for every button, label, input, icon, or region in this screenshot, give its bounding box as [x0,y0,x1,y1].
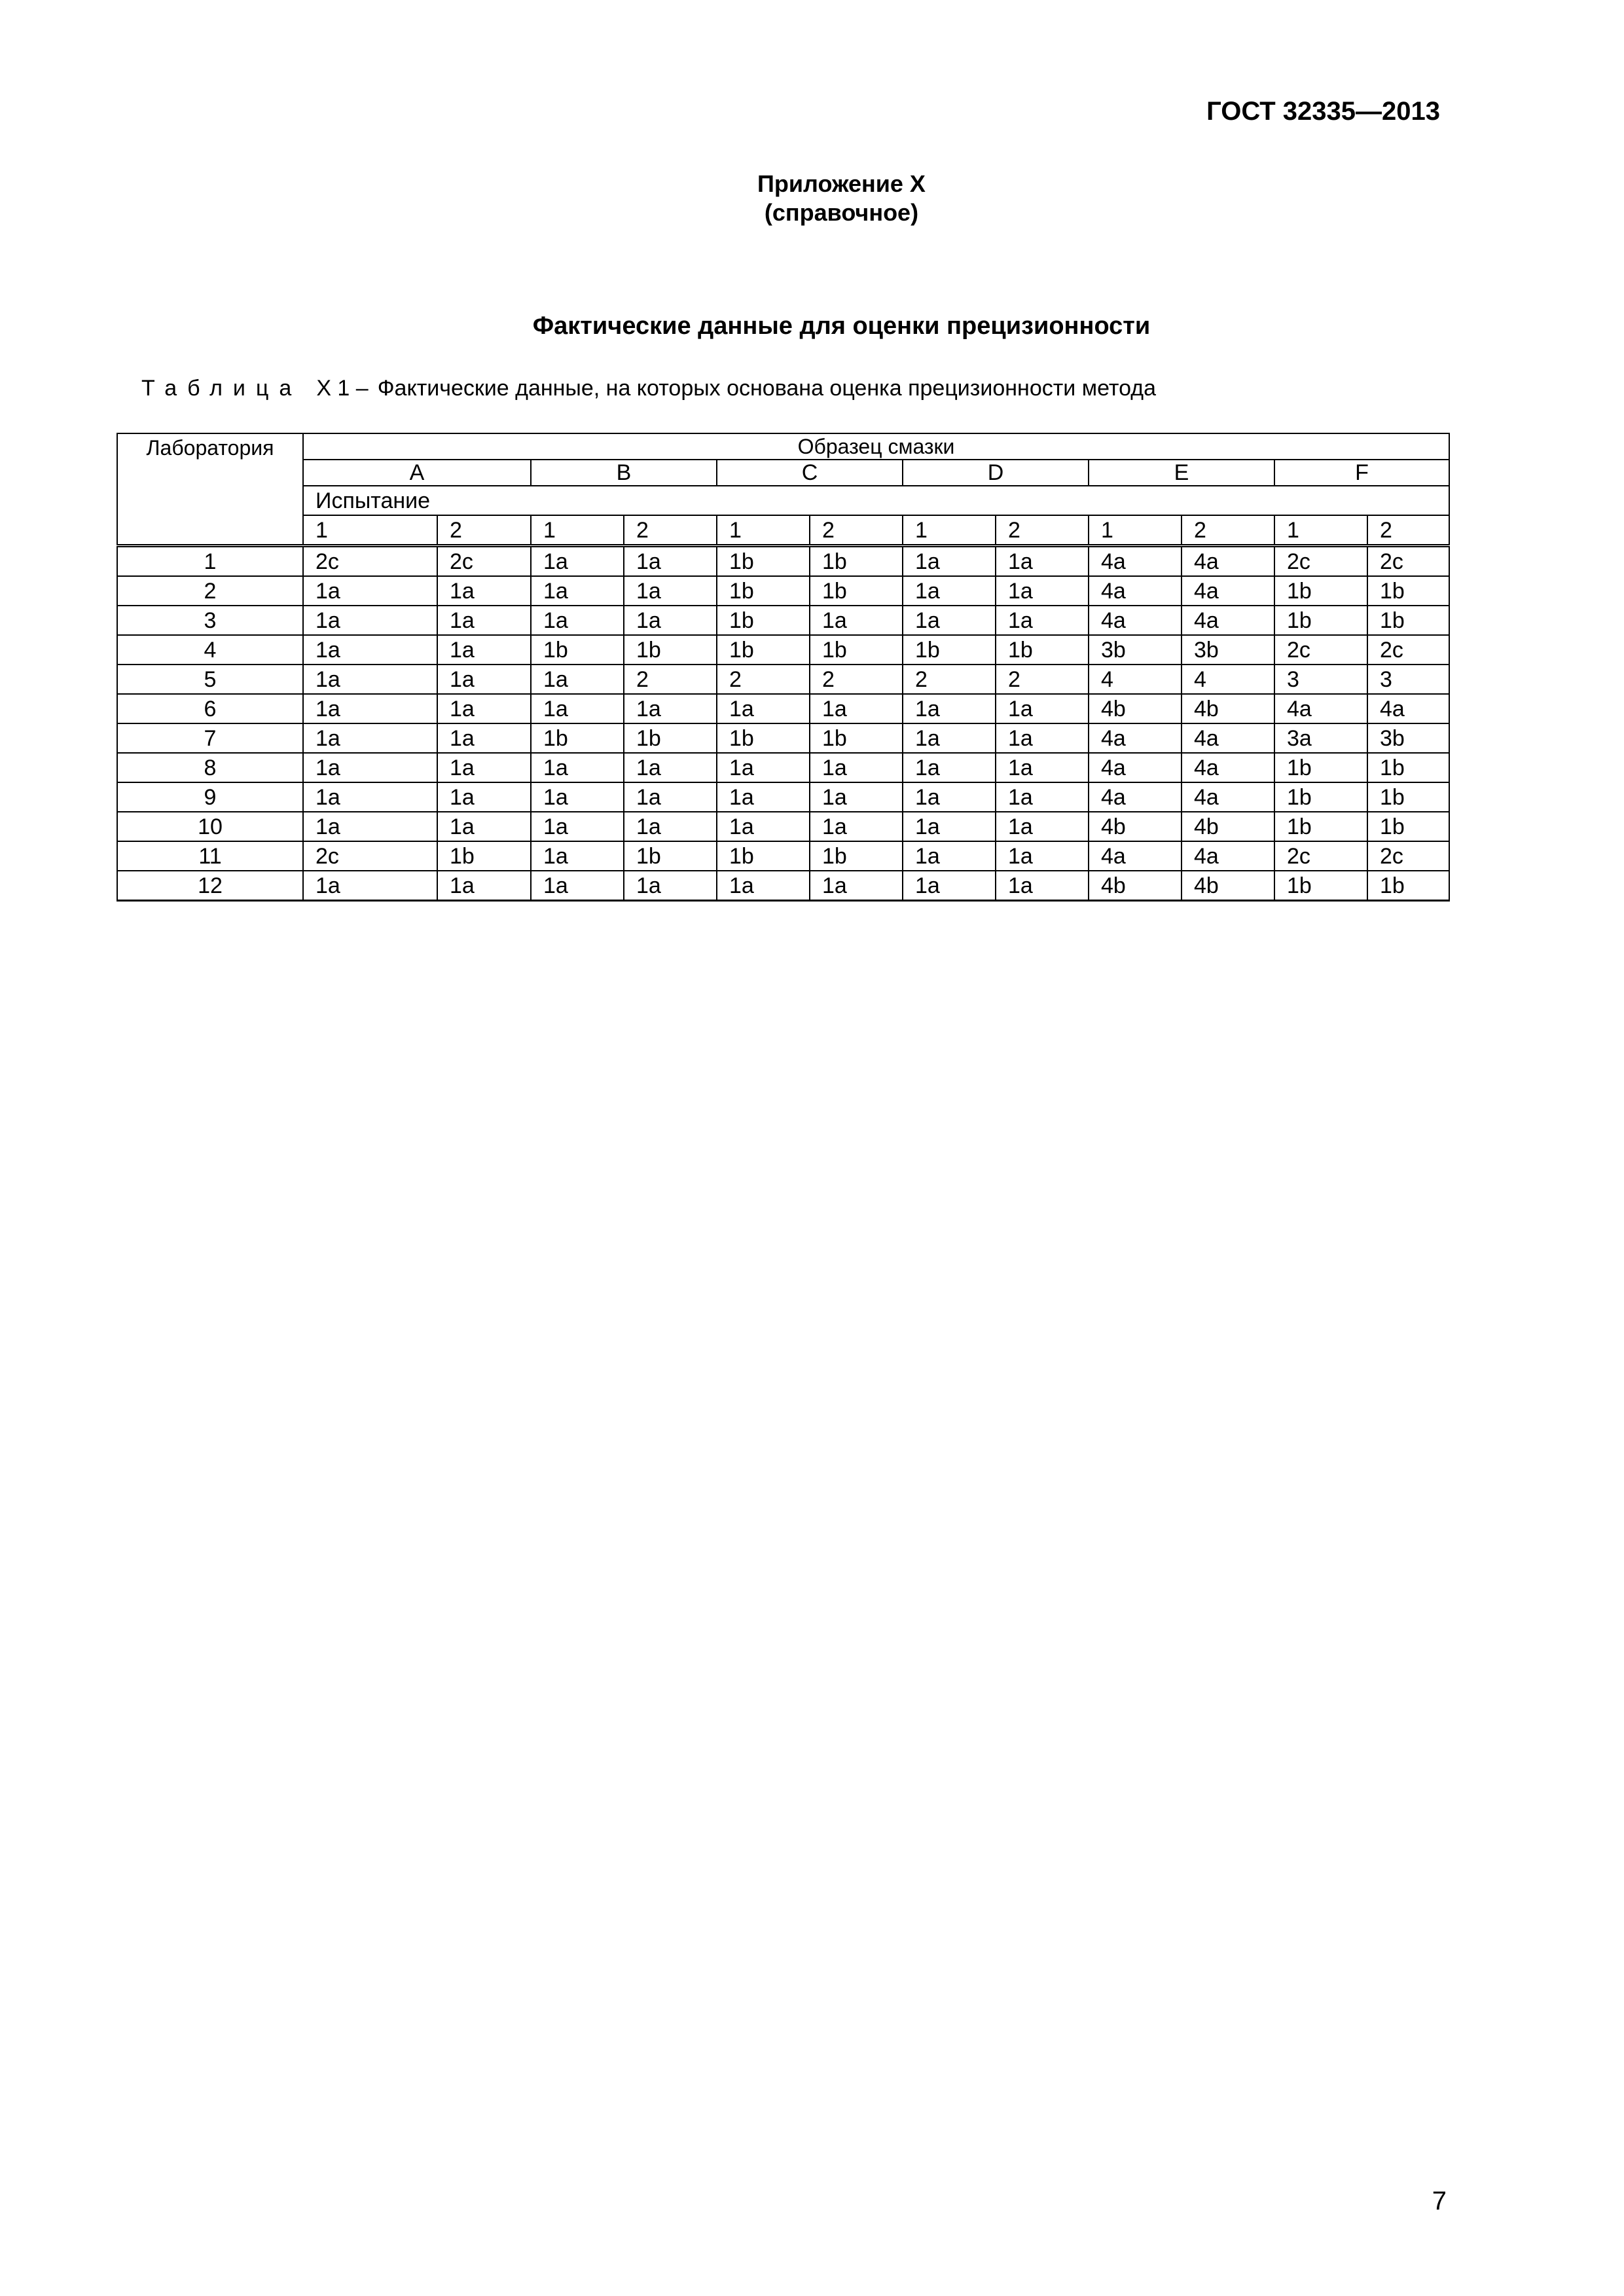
lab-number-cell: 6 [117,694,303,723]
result-cell: 1b [531,723,624,753]
table-caption [141,376,1156,401]
result-cell: 1a [996,694,1089,723]
result-cell: 1a [437,782,531,812]
table-row [117,753,1449,782]
result-cell: 2c [1274,841,1367,871]
result-cell: 1a [624,606,717,635]
table-row [117,782,1449,812]
result-cell: 1b [717,841,810,871]
result-cell: 1b [1274,576,1367,606]
result-cell: 4a [1182,841,1274,871]
result-cell: 1a [303,576,437,606]
appendix-title: Приложение X [757,170,926,197]
table-row [117,635,1449,665]
result-cell: 1a [810,871,903,901]
result-cell: 1b [1274,753,1367,782]
result-cell: 1b [717,606,810,635]
result-cell: 4a [1089,723,1182,753]
appendix-type: (справочное) [764,199,919,226]
result-cell: 1a [996,576,1089,606]
result-cell: 1a [531,782,624,812]
result-cell: 1a [437,576,531,606]
result-cell: 1a [303,635,437,665]
test-number-cell: 1 [531,515,624,546]
result-cell: 1a [437,606,531,635]
result-cell: 1b [624,723,717,753]
result-cell: 1a [996,606,1089,635]
result-cell: 1a [531,841,624,871]
table-row [117,841,1449,871]
result-cell: 3a [1274,723,1367,753]
result-cell: 2 [996,665,1089,694]
sample-letter: C [717,460,903,486]
result-cell: 1a [531,606,624,635]
test-group-header: Испытание [303,486,1449,515]
result-cell: 4a [1089,576,1182,606]
result-cell: 4b [1089,871,1182,901]
result-cell: 2 [717,665,810,694]
result-cell: 1a [303,753,437,782]
table-row [117,665,1449,694]
result-cell: 2c [1367,635,1449,665]
result-cell: 4a [1089,546,1182,577]
table-row [117,871,1449,901]
result-cell: 4a [1182,723,1274,753]
result-cell: 1a [531,665,624,694]
result-cell: 1b [1367,871,1449,901]
result-cell: 4 [1182,665,1274,694]
result-cell: 4a [1089,753,1182,782]
lab-number-cell: 7 [117,723,303,753]
result-cell: 1b [1367,782,1449,812]
result-cell: 4b [1182,871,1274,901]
result-cell: 1b [810,635,903,665]
result-cell: 1b [717,723,810,753]
result-cell: 1a [531,576,624,606]
result-cell: 1a [810,782,903,812]
result-cell: 1b [1274,606,1367,635]
result-cell: 2 [624,665,717,694]
result-cell: 1a [903,871,996,901]
header-row-letters [117,460,1449,486]
lab-number-cell: 9 [117,782,303,812]
result-cell: 1b [717,635,810,665]
test-number-cell: 1 [1274,515,1367,546]
result-cell: 1a [624,782,717,812]
table-body [117,433,1449,901]
result-cell: 2c [1274,635,1367,665]
result-cell: 1b [810,546,903,577]
result-cell: 1a [717,871,810,901]
result-cell: 1a [996,546,1089,577]
result-cell: 1a [717,753,810,782]
test-number-cell: 1 [1089,515,1182,546]
result-cell: 1b [437,841,531,871]
result-cell: 1b [810,841,903,871]
result-cell: 1a [303,723,437,753]
result-cell: 4a [1274,694,1367,723]
header-row-sample [117,433,1449,460]
table-row [117,546,1449,577]
result-cell: 1a [437,635,531,665]
result-cell: 4a [1182,753,1274,782]
table-row [117,723,1449,753]
table-row [117,576,1449,606]
result-cell: 1a [437,753,531,782]
sample-letter: B [531,460,717,486]
lab-number-cell: 12 [117,871,303,901]
result-cell: 1a [437,723,531,753]
result-cell: 3 [1274,665,1367,694]
result-cell: 1a [996,723,1089,753]
result-cell: 1b [1274,812,1367,841]
result-cell: 1b [1367,812,1449,841]
result-cell: 2 [810,665,903,694]
sample-letter: E [1089,460,1274,486]
result-cell: 1b [531,635,624,665]
result-cell: 1a [810,694,903,723]
result-cell: 2c [303,841,437,871]
result-cell: 1a [903,606,996,635]
page-number: 7 [1432,2187,1447,2215]
lab-number-cell: 2 [117,576,303,606]
result-cell: 1a [303,782,437,812]
result-cell: 1a [531,812,624,841]
result-cell: 1a [303,812,437,841]
test-number-cell: 2 [810,515,903,546]
result-cell: 4a [1089,606,1182,635]
test-number-cell: 2 [1367,515,1449,546]
result-cell: 1a [531,753,624,782]
result-cell: 1a [717,694,810,723]
result-cell: 3b [1089,635,1182,665]
result-cell: 1a [810,812,903,841]
result-cell: 1b [717,546,810,577]
result-cell: 1b [996,635,1089,665]
result-cell: 1a [903,576,996,606]
lab-number-cell: 8 [117,753,303,782]
result-cell: 1a [903,841,996,871]
lab-number-cell: 3 [117,606,303,635]
sample-letter: A [303,460,531,486]
sample-letter: D [903,460,1089,486]
result-cell: 1a [531,871,624,901]
result-cell: 1a [531,694,624,723]
result-cell: 1b [810,723,903,753]
result-cell: 4a [1367,694,1449,723]
section-title: Фактические данные для оценки прецизионности [532,312,1151,340]
result-cell: 1a [903,812,996,841]
result-cell: 4a [1182,576,1274,606]
result-cell: 1a [303,606,437,635]
result-cell: 1a [624,576,717,606]
result-cell: 4a [1182,782,1274,812]
table-row [117,606,1449,635]
result-cell: 1a [996,871,1089,901]
result-cell: 1a [531,546,624,577]
result-cell: 1a [717,812,810,841]
table-row [117,812,1449,841]
result-cell: 1b [903,635,996,665]
test-number-cell: 1 [717,515,810,546]
result-cell: 4a [1182,606,1274,635]
precision-data-table [117,433,1450,902]
document-code: ГОСТ 32335—2013 [1206,97,1440,126]
lab-number-cell: 4 [117,635,303,665]
sample-letter: F [1274,460,1449,486]
result-cell: 1a [996,782,1089,812]
result-cell: 4b [1089,812,1182,841]
result-cell: 1a [437,694,531,723]
test-number-cell: 2 [1182,515,1274,546]
result-cell: 1a [303,871,437,901]
result-cell: 2c [303,546,437,577]
result-cell: 4a [1089,782,1182,812]
result-cell: 2 [903,665,996,694]
result-cell: 1a [624,753,717,782]
result-cell: 4b [1089,694,1182,723]
lab-number-cell: 10 [117,812,303,841]
table-caption-text: Фактические данные, на которых основана оценка прецизионности метода [377,376,1157,401]
result-cell: 1a [624,812,717,841]
result-cell: 1a [996,753,1089,782]
result-cell: 1a [810,606,903,635]
result-cell: 2c [1274,546,1367,577]
result-cell: 1b [1274,871,1367,901]
result-cell: 1b [1367,576,1449,606]
result-cell: 1a [903,753,996,782]
header-row-test-label [117,486,1449,515]
result-cell: 3 [1367,665,1449,694]
result-cell: 1a [303,694,437,723]
result-cell: 1a [624,871,717,901]
table-caption-word: Таблица [141,376,302,401]
result-cell: 4a [1089,841,1182,871]
result-cell: 1a [717,782,810,812]
result-cell: 1a [810,753,903,782]
result-cell: 2c [1367,546,1449,577]
result-cell: 1a [624,546,717,577]
result-cell: 1a [437,812,531,841]
result-cell: 3b [1367,723,1449,753]
result-cell: 1b [1367,753,1449,782]
result-cell: 4b [1182,694,1274,723]
result-cell: 1b [717,576,810,606]
result-cell: 1a [996,812,1089,841]
table-caption-number: X 1 – [316,376,369,401]
result-cell: 1a [437,871,531,901]
lab-number-cell: 1 [117,546,303,577]
result-cell: 1a [303,665,437,694]
result-cell: 1a [903,723,996,753]
result-cell: 1b [624,635,717,665]
result-cell: 3b [1182,635,1274,665]
result-cell: 1a [903,782,996,812]
test-number-cell: 2 [624,515,717,546]
result-cell: 2c [1367,841,1449,871]
lab-column-header: Лаборатория [117,433,303,546]
test-number-cell: 2 [996,515,1089,546]
result-cell: 1b [1274,782,1367,812]
lab-number-cell: 5 [117,665,303,694]
result-cell: 2c [437,546,531,577]
result-cell: 1b [624,841,717,871]
lab-number-cell: 11 [117,841,303,871]
result-cell: 1a [624,694,717,723]
test-number-cell: 1 [903,515,996,546]
test-number-cell: 2 [437,515,531,546]
sample-group-header: Образец смазки [303,433,1449,460]
result-cell: 1a [903,694,996,723]
result-cell: 4a [1182,546,1274,577]
result-cell: 1b [1367,606,1449,635]
result-cell: 1a [996,841,1089,871]
result-cell: 4 [1089,665,1182,694]
table-row [117,694,1449,723]
result-cell: 1a [903,546,996,577]
result-cell: 1b [810,576,903,606]
test-number-cell: 1 [303,515,437,546]
header-row-tests [117,515,1449,546]
result-cell: 4b [1182,812,1274,841]
result-cell: 1a [437,665,531,694]
